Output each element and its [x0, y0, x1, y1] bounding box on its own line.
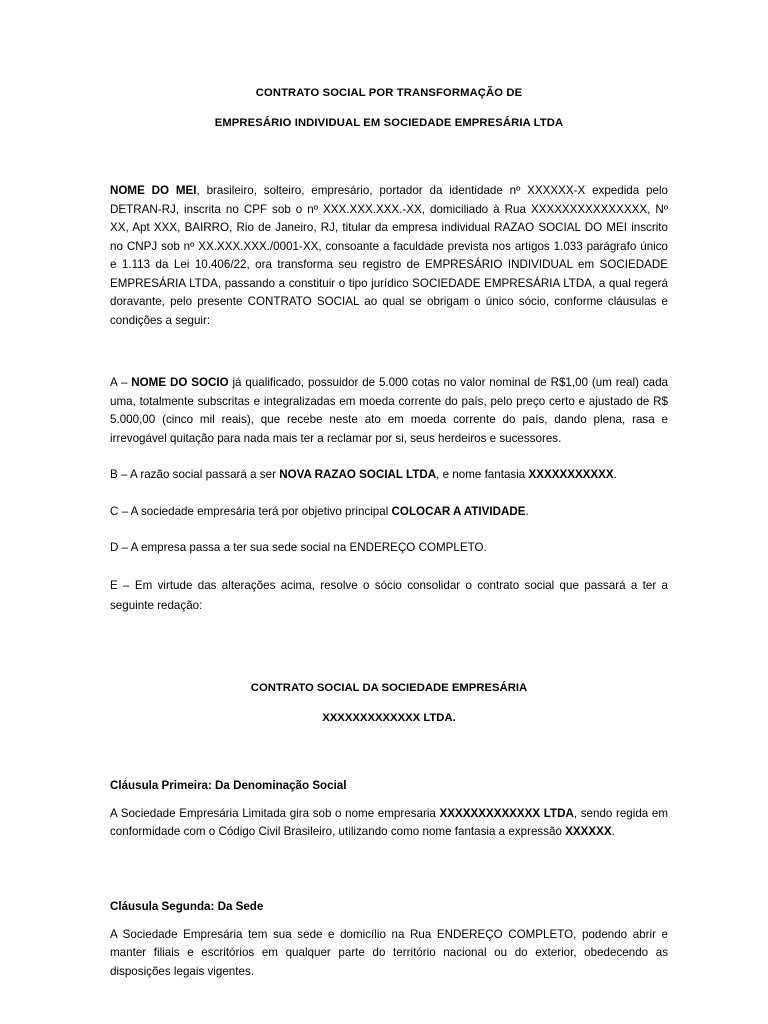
clause-one-middle: , sendo regida em conformidade com o Código Civil Brasileiro, utilizando como nome fantasia a expressão	[110, 806, 669, 838]
clause-one-bold-nome-empresarial: XXXXXXXXXXXXX LTDA	[439, 806, 574, 820]
spacer	[110, 485, 668, 503]
clause-one-bold-nome-fantasia: XXXXXX	[565, 825, 612, 838]
intro-paragraph	[110, 182, 668, 330]
item-a-paragraph	[110, 374, 668, 448]
intro-lead-bold: NOME DO MEI	[110, 184, 197, 197]
item-a-prefix: A –	[110, 376, 132, 389]
clause-one-suffix: .	[611, 825, 615, 838]
item-b-paragraph	[110, 466, 668, 485]
spacer	[110, 617, 668, 673]
spacer	[110, 521, 668, 539]
item-c-bold-atividade: COLOCAR A ATIVIDADE	[391, 504, 526, 518]
item-b-middle: , e nome fantasia	[436, 468, 529, 481]
document-title-block	[110, 78, 668, 138]
clause-one-prefix: A Sociedade Empresária Limitada gira sob o nome empresaria	[110, 806, 440, 820]
document-title-line-1: CONTRATO SOCIAL POR TRANSFORMAÇÃO DE	[255, 87, 523, 99]
item-c-prefix: C – A sociedade empresária terá por objetivo principal	[110, 504, 392, 518]
spacer	[110, 916, 668, 926]
consolidated-heading-line-1: CONTRATO SOCIAL DA SOCIEDADE EMPRESÁRIA	[250, 681, 528, 694]
item-b-prefix: B – A razão social passará a ser	[110, 468, 280, 481]
clause-one-heading: Cláusula Primeira: Da Denominação Social	[110, 778, 347, 792]
spacer	[110, 138, 668, 182]
item-b-bold-razao-social: NOVA RAZAO SOCIAL LTDA	[279, 468, 437, 481]
item-e-paragraph: E – Em virtude das alterações acima, resolve o sócio consolidar o contrato social que passará a ter a seguinte redação:	[110, 578, 668, 612]
spacer	[110, 733, 668, 777]
item-a-bold: NOME DO SOCIO	[131, 376, 229, 389]
consolidated-heading-line-2: XXXXXXXXXXXXX LTDA.	[322, 711, 456, 724]
item-d-paragraph: D – A empresa passa a ter sua sede social na ENDEREÇO COMPLETO.	[110, 541, 487, 554]
spacer	[110, 558, 668, 576]
item-c-suffix: .	[525, 504, 529, 518]
document-title-line-2: EMPRESÁRIO INDIVIDUAL EM SOCIEDADE EMPRESÁRIA LTDA	[214, 117, 564, 129]
clause-two-body: A Sociedade Empresária tem sua sede e domicílio na Rua ENDEREÇO COMPLETO, podendo abrir e manter filiais e escritórios em qualquer parte do território nacional ou do exterior, obedecendo as disposições legais vigentes.	[110, 927, 668, 978]
item-c-paragraph	[110, 503, 668, 522]
clause-two-heading: Cláusula Segunda: Da Sede	[110, 899, 264, 913]
intro-rest: , brasileiro, solteiro, empresário, portador da identidade nº XXXXXX-X expedida pelo DETRAN-RJ, inscrita no CPF sob o nº XXX.XXX.XXX.-XX, domiciliado à Rua XXXXXXXXXXXXXXX, Nº XX, Apt XXX, BAIRRO, Rio de Janeiro, RJ, titular da empresa individual RAZAO SOCIAL DO MEI inscrito no CNPJ sob nº XX.XXX.XXX./0001-XX, consoante a faculdade prevista nos artigos 1.033 parágrafo único e 1.113 da Lei 10.406/22, ora transforma seu registro de EMPRESÁRIO INDIVIDUAL em SOCIEDADE EMPRESÁRIA LTDA, passando a constituir o tipo jurídico SOCIEDADE EMPRESÁRIA LTDA, a qual regerá doravante, pelo presente CONTRATO SOCIAL ao qual se obrigam o único sócio, conforme cláusulas e condições a seguir:	[110, 184, 668, 327]
item-a-rest: já qualificado, possuidor de 5.000 cotas no valor nominal de R$1,00 (um real) cada uma, totalmente subscritas e integralizadas em moeda corrente do país, pelo preço certo e ajustado de R$ 5.000,00 (cinco mil reais), que recebe neste ato em moeda corrente do país, dando plena, rasa e irrevogável quitação para nada mais ter a reclamar por si, seus herdeiros e sucessores.	[110, 376, 669, 445]
spacer	[110, 330, 668, 374]
item-b-suffix: .	[613, 468, 617, 481]
clause-one-body	[110, 805, 668, 842]
spacer	[110, 842, 668, 898]
spacer	[110, 448, 668, 466]
spacer	[110, 795, 668, 805]
item-b-bold-nome-fantasia: XXXXXXXXXXX	[528, 468, 614, 481]
